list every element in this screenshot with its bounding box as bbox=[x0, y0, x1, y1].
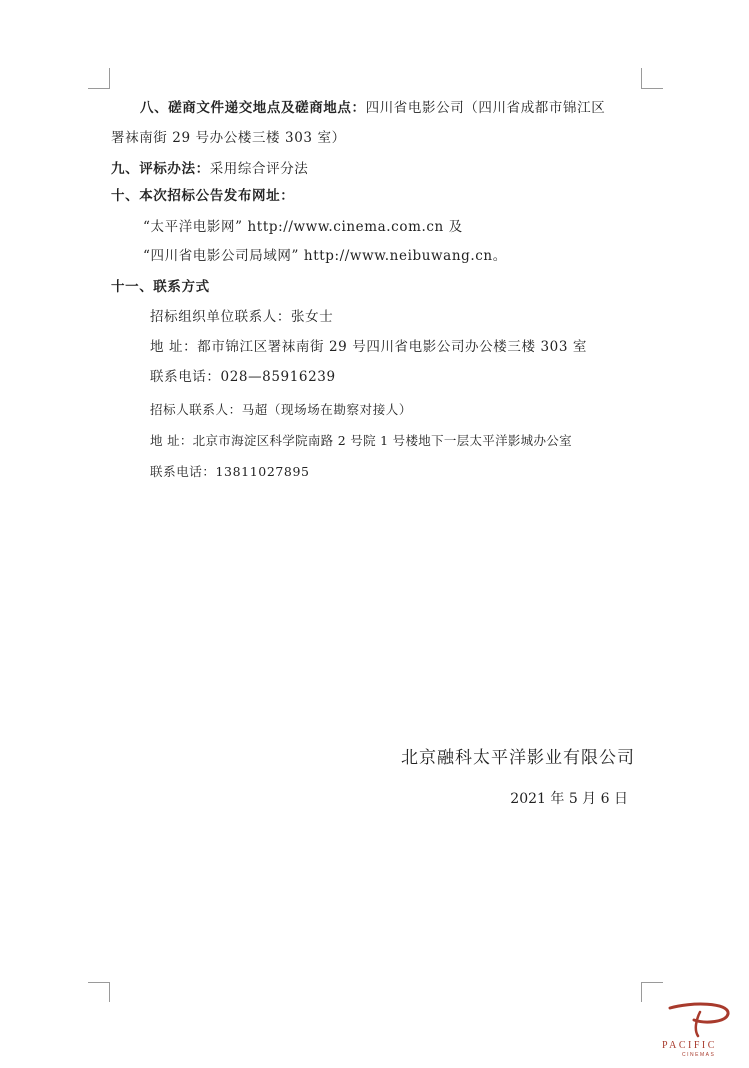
crop-mark-bottom-left-v bbox=[109, 982, 110, 1002]
crop-mark-top-right-v bbox=[641, 68, 642, 88]
crop-mark-bottom-left-h bbox=[88, 982, 110, 983]
crop-mark-top-left-h bbox=[88, 88, 110, 89]
buyer-contact: 招标人联系人：马超（现场场在勘察对接人） bbox=[150, 402, 413, 417]
section-8-continuation: 署袜南街 29 号办公楼三楼 303 室） bbox=[111, 130, 346, 146]
company-signature: 北京融科太平洋影业有限公司 bbox=[401, 748, 635, 768]
section-8 bbox=[140, 99, 605, 117]
crop-mark-top-left-v bbox=[109, 68, 110, 88]
crop-mark-bottom-right-v bbox=[641, 982, 642, 1002]
section-11-heading: 十一、联系方式 bbox=[111, 279, 210, 295]
section-9 bbox=[111, 160, 308, 178]
section-8-heading: 八、磋商文件递交地点及磋商地点： bbox=[140, 100, 366, 116]
pacific-cinemas-logo bbox=[660, 1000, 744, 1060]
crop-mark-top-right-h bbox=[641, 88, 663, 89]
signature-date: 2021 年 5 月 6 日 bbox=[510, 791, 628, 807]
section-9-text: 采用综合评分法 bbox=[209, 161, 309, 177]
buyer-phone: 联系电话：13811027895 bbox=[150, 464, 310, 479]
website-line-1: “太平洋电影网” http://www.cinema.com.cn 及 bbox=[143, 219, 463, 235]
section-9-heading: 九、评标办法： bbox=[111, 161, 210, 177]
website-line-2: “四川省电影公司局域网” http://www.neibuwang.cn。 bbox=[143, 248, 507, 264]
section-10-heading: 十、本次招标公告发布网址： bbox=[111, 188, 295, 204]
logo-sub-text: CINEMAS bbox=[682, 1052, 716, 1058]
agency-phone: 联系电话：028—85916239 bbox=[150, 369, 336, 385]
buyer-address: 地 址：北京市海淀区科学院南路 2 号院 1 号楼地下一层太平洋影城办公室 bbox=[150, 433, 572, 448]
agency-address: 地 址：都市锦江区署袜南街 29 号四川省电影公司办公楼三楼 303 室 bbox=[150, 339, 588, 355]
agency-contact: 招标组织单位联系人：张女士 bbox=[150, 309, 334, 325]
crop-mark-bottom-right-h bbox=[641, 982, 663, 983]
logo-swoosh-icon bbox=[660, 1000, 744, 1060]
logo-brand-text: PACIFIC bbox=[662, 1040, 717, 1051]
section-8-text: 四川省电影公司（四川省成都市锦江区 bbox=[365, 100, 606, 116]
